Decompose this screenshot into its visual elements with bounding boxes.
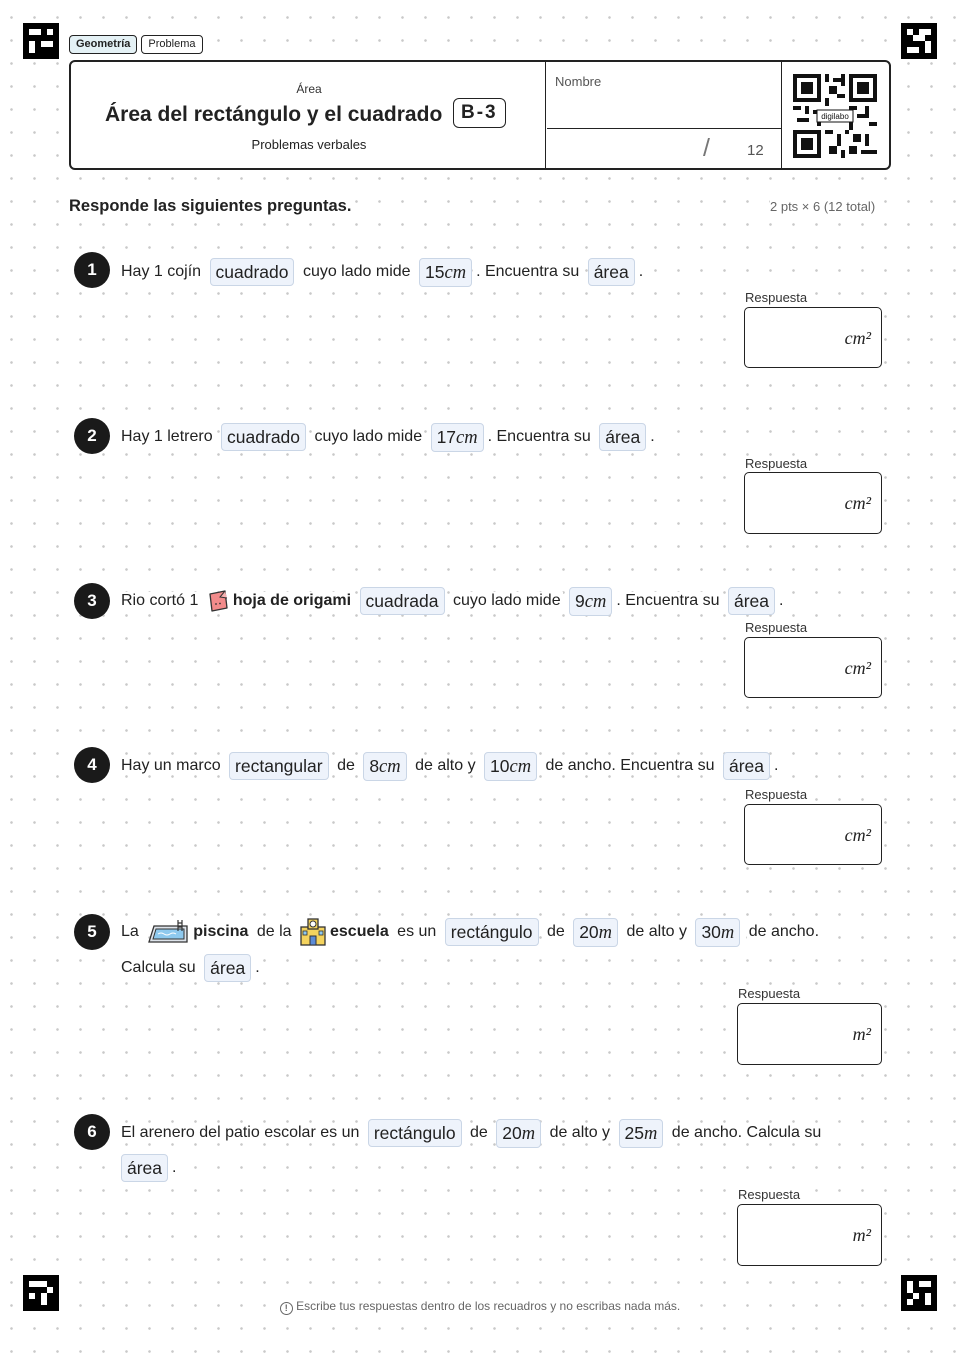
swimming-pool-icon bbox=[146, 918, 190, 946]
unit-label: cm² bbox=[844, 328, 871, 348]
question-number: 3 bbox=[74, 583, 110, 619]
question-number: 1 bbox=[74, 252, 110, 288]
name-block bbox=[547, 62, 782, 168]
measure-chip: 25m bbox=[619, 1119, 664, 1148]
unit-label: m² bbox=[852, 1225, 871, 1245]
question-text-continued: Calcula su área . bbox=[119, 953, 262, 983]
info-icon: ! bbox=[280, 1302, 293, 1315]
answer-label: Respuesta bbox=[738, 986, 801, 1001]
school-icon bbox=[299, 917, 327, 947]
answer-box-2[interactable] bbox=[744, 472, 882, 534]
worksheet-header bbox=[69, 60, 891, 170]
qr-code-icon bbox=[793, 74, 877, 158]
corner-marker-top-left bbox=[23, 23, 59, 59]
category-tags bbox=[69, 35, 203, 54]
keyword-chip: área bbox=[204, 954, 251, 982]
footer-text: Escribe tus respuestas dentro de los recuadros y no escribas nada más. bbox=[296, 1299, 681, 1313]
page-title: Área del rectángulo y el cuadrado bbox=[105, 103, 443, 126]
measure-chip: 9cm bbox=[569, 587, 612, 616]
question-number: 6 bbox=[74, 1114, 110, 1150]
answer-label: Respuesta bbox=[745, 620, 808, 635]
keyword-chip: área bbox=[599, 423, 646, 451]
keyword-chip: cuadrado bbox=[210, 258, 295, 286]
answer-box-1[interactable] bbox=[744, 307, 882, 368]
corner-marker-top-right bbox=[901, 23, 937, 59]
svg-text:digilabo: digilabo bbox=[821, 111, 849, 121]
answer-box-4[interactable] bbox=[744, 804, 882, 865]
score-total: 12 bbox=[747, 142, 764, 159]
measure-chip: 17cm bbox=[431, 423, 484, 452]
keyword-chip: rectangular bbox=[229, 752, 329, 780]
tag-type: Problema bbox=[141, 35, 202, 54]
question-text: Hay 1 cojín cuadrado cuyo lado mide 15cm . Encuentra su área . bbox=[119, 257, 645, 287]
unit-label: m² bbox=[852, 1024, 871, 1044]
measure-chip: 30m bbox=[695, 918, 740, 947]
question-text: Rio cortó 1 hoja de origami cuadrada cuyo lado mide 9cm . Encuentra su área . bbox=[119, 586, 785, 616]
tag-subject: Geometría bbox=[69, 35, 137, 54]
answer-label: Respuesta bbox=[745, 456, 808, 471]
unit-label: cm² bbox=[844, 825, 871, 845]
name-label: Nombre bbox=[555, 74, 602, 89]
worksheet-description: Problemas verbales bbox=[251, 137, 367, 152]
measure-chip: 15cm bbox=[419, 258, 472, 287]
keyword-chip: rectángulo bbox=[445, 918, 539, 946]
question-number: 2 bbox=[74, 418, 110, 454]
question-number: 5 bbox=[74, 914, 110, 950]
answer-box-6[interactable] bbox=[737, 1204, 882, 1266]
title-block bbox=[71, 62, 546, 168]
points-info: 2 pts × 6 (12 total) bbox=[770, 199, 876, 214]
measure-chip: 8cm bbox=[363, 752, 406, 781]
keyword-chip: área bbox=[723, 752, 770, 780]
question-number: 4 bbox=[74, 747, 110, 783]
measure-chip: 20m bbox=[573, 918, 618, 947]
footer-note bbox=[0, 1299, 960, 1315]
keyword-chip: área bbox=[728, 587, 775, 615]
highlighted-noun: escuela bbox=[330, 923, 389, 940]
unit-label: cm² bbox=[844, 658, 871, 678]
divider bbox=[547, 128, 781, 129]
keyword-chip: área bbox=[121, 1154, 168, 1182]
answer-label: Respuesta bbox=[738, 1187, 801, 1202]
keyword-chip: rectángulo bbox=[368, 1119, 462, 1147]
question-text: Hay un marco rectangular de 8cm de alto y 10cm de ancho. Encuentra su área . bbox=[119, 751, 780, 781]
keyword-chip: cuadrada bbox=[360, 587, 445, 615]
question-text: Hay 1 letrero cuadrado cuyo lado mide 17cm . Encuentra su área . bbox=[119, 422, 657, 452]
highlighted-noun: hoja de origami bbox=[232, 592, 352, 609]
answer-box-3[interactable] bbox=[744, 637, 882, 698]
answer-label: Respuesta bbox=[745, 290, 808, 305]
answer-box-5[interactable] bbox=[737, 1003, 882, 1065]
instructions: Responde las siguientes preguntas. bbox=[69, 197, 355, 216]
score-slash: / bbox=[703, 134, 710, 162]
answer-label: Respuesta bbox=[745, 787, 808, 802]
keyword-chip: cuadrado bbox=[221, 423, 306, 451]
measure-chip: 10cm bbox=[484, 752, 537, 781]
unit-label: cm² bbox=[844, 493, 871, 513]
measure-chip: 20m bbox=[496, 1119, 541, 1148]
question-text: El arenero del patio escolar es un rectángulo de 20m de alto y 25m de ancho. Calcula su bbox=[119, 1118, 823, 1148]
origami-paper-icon bbox=[206, 589, 230, 613]
topic-subtitle: Área bbox=[296, 82, 322, 96]
question-text-continued: área . bbox=[119, 1153, 178, 1183]
keyword-chip: área bbox=[588, 258, 635, 286]
question-text: La piscina de la escuela es un rectángulo de 20m de alto y 30m de ancho. bbox=[119, 917, 821, 947]
highlighted-noun: piscina bbox=[193, 923, 249, 940]
worksheet-code: B-3 bbox=[453, 98, 506, 128]
